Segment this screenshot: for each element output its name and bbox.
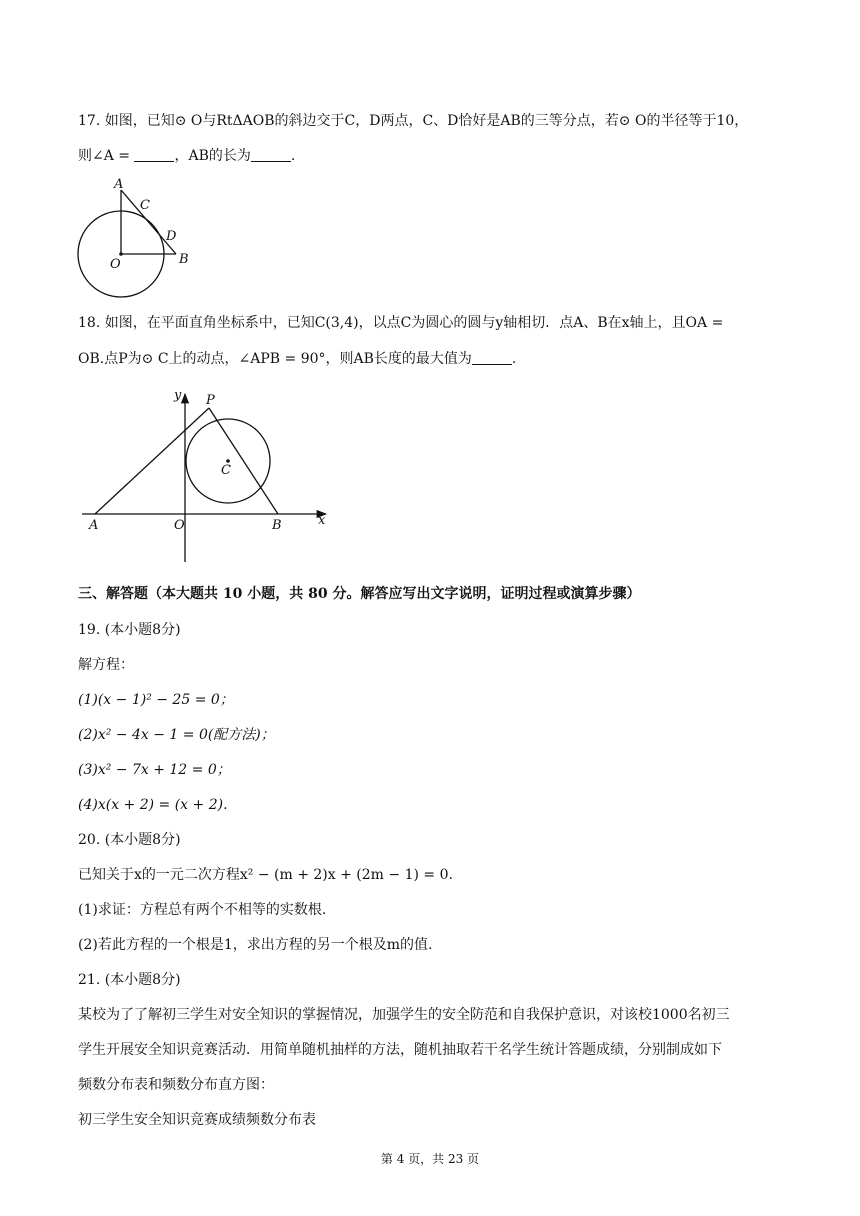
q17-point-o [119, 252, 123, 256]
q19-item-4: (4)x(x + 2) = (x + 2). [78, 797, 228, 813]
q21-line-1: 某校为了了解初三学生对安全知识的掌握情况，加强学生的安全防范和自我保护意识，对该校1000名初三 [78, 1007, 730, 1023]
q18-label-y: y [174, 388, 182, 403]
q18-line2-pre: OB.点P为⊙ C上的动点，∠APB = 90°，则AB长度的最大值为 [78, 351, 472, 367]
q17-label-b: B [179, 252, 189, 267]
q20-intro: 已知关于x的一元二次方程x² − (m + 2)x + (2m − 1) = 0. [78, 867, 453, 883]
q18-segment-ap [95, 408, 209, 514]
q18-label-x: x [318, 513, 326, 528]
q20-header: 20. (本小题8分) [78, 832, 181, 848]
page-footer: 第 4 页，共 23 页 [380, 1152, 480, 1166]
section3-heading: 三、解答题（本大题共 10 小题，共 80 分。解答应写出文字说明，证明过程或演算步骤） [78, 586, 641, 602]
q18-line2 [78, 349, 516, 369]
q17-line2-end: . [290, 148, 296, 164]
q18-label-o: O [174, 518, 185, 533]
q20-item-1: (1)求证：方程总有两个不相等的实数根. [78, 902, 327, 918]
q18-label-c: C [221, 463, 231, 478]
q18-segment-pb [209, 408, 278, 514]
q17-line2 [78, 146, 295, 166]
q18-line2-end: . [511, 351, 517, 367]
q21-header: 21. (本小题8分) [78, 972, 181, 988]
q18-blank-max [472, 350, 512, 365]
q17-line1: 17. 如图，已知⊙ O与RtΔAOB的斜边交于C，D两点，C、D恰好是AB的三等分点，若⊙ O的半径等于10， [78, 113, 749, 129]
q21-table-title: 初三学生安全知识竞赛成绩频数分布表 [78, 1112, 316, 1128]
q17-label-a: A [114, 177, 124, 192]
q17-label-o: O [110, 257, 121, 272]
q20-item-2: (2)若此方程的一个根是1，求出方程的另一个根及m的值. [78, 937, 433, 953]
q17-label-d: D [166, 229, 177, 244]
q19-item-3: (3)x² − 7x + 12 = 0； [78, 762, 231, 778]
q17-figure [70, 170, 210, 310]
q17-line2-pre: 则∠A = [78, 148, 135, 164]
q18-figure [78, 384, 348, 569]
q17-label-c: C [140, 198, 150, 213]
q19-item-2: (2)x² − 4x − 1 = 0(配方法)； [78, 727, 275, 743]
q19-item-1: (1)(x − 1)² − 25 = 0； [78, 692, 234, 708]
q21-line-3: 频数分布表和频数分布直方图： [78, 1077, 274, 1093]
q17-blank-length [251, 147, 291, 162]
q17-blank-angle [134, 147, 174, 162]
q17-line2-mid: ，AB的长为 [174, 148, 251, 164]
q19-intro: 解方程： [78, 657, 134, 673]
q18-label-b: B [272, 518, 282, 533]
q19-header: 19. (本小题8分) [78, 622, 181, 638]
q21-line-2: 学生开展安全知识竞赛活动．用简单随机抽样的方法，随机抽取若干名学生统计答题成绩，分别制成如下 [78, 1042, 722, 1058]
q18-label-p: P [206, 393, 215, 408]
q18-label-a: A [89, 518, 99, 533]
q18-line1: 18. 如图，在平面直角坐标系中，已知C(3,4)，以点C为圆心的圆与y轴相切．点A、B在x轴上，且OA = [78, 315, 724, 331]
